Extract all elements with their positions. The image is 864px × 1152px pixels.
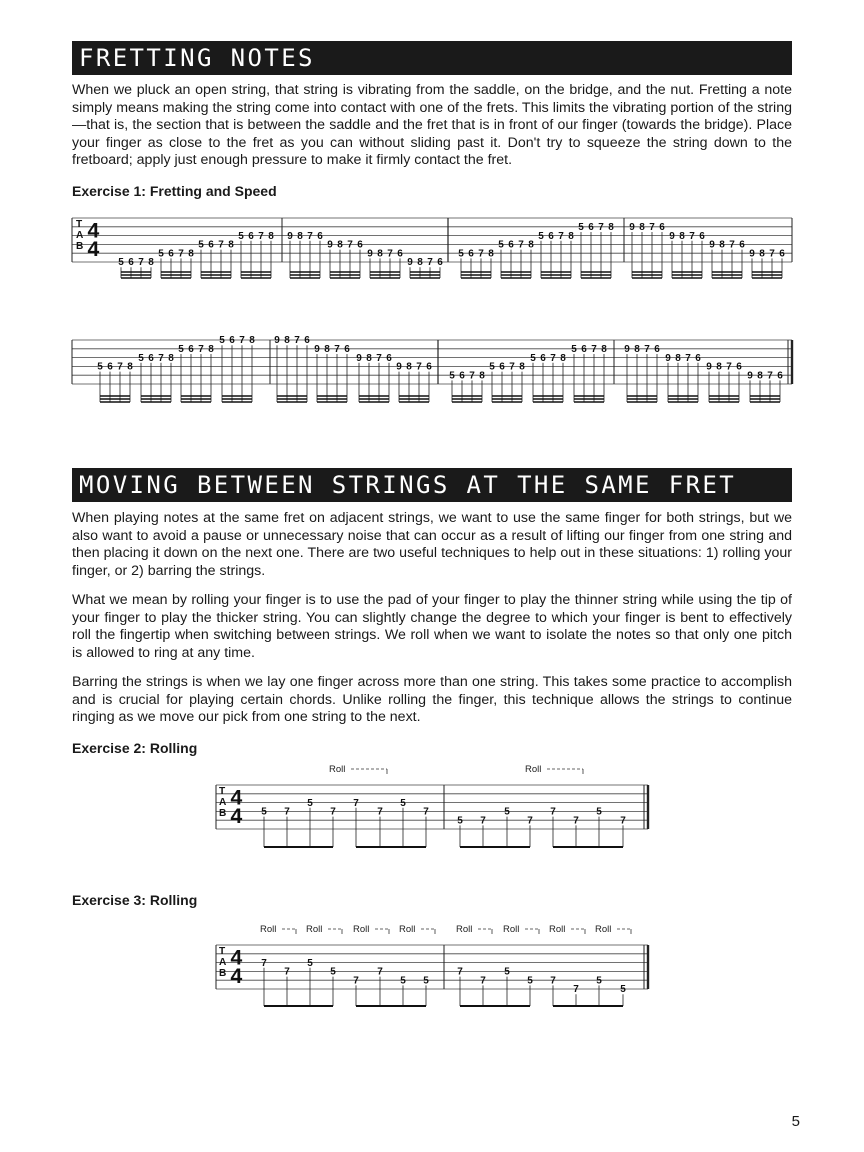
tab-fret-number: 6 xyxy=(659,222,665,233)
tab-fret-number: 6 xyxy=(128,257,134,269)
tab-fret-number: 8 xyxy=(417,257,423,269)
tab-fret-number: 7 xyxy=(478,248,484,260)
tab-fret-number: 5 xyxy=(158,248,164,260)
tab-fret-number: 9 xyxy=(367,248,373,260)
paragraph-rolling: What we mean by rolling your finger is to use the pad of your finger to play the thinner string while using the tip of your finger to play the thicker string. You can slightly change the degree to which your finger is bent to effectively roll the fingertip when switching between strings. We roll when we want to isolate the notes so that only one pitch is allowed to ring at any time. xyxy=(72,592,792,661)
tab-fret-number: 5 xyxy=(620,984,626,996)
tab-fret-number: 8 xyxy=(719,239,725,251)
tab-fret-number: 6 xyxy=(397,248,403,260)
tab-fret-number: 6 xyxy=(357,239,363,251)
tab-clef-letter: B xyxy=(219,968,227,980)
tab-fret-number: 7 xyxy=(353,975,359,987)
tab-fret-number: 6 xyxy=(468,248,474,260)
tab-fret-number: 7 xyxy=(284,966,290,978)
tab-fret-number: 9 xyxy=(706,361,712,373)
tab-fret-number: 8 xyxy=(488,248,494,260)
tab-fret-number: 7 xyxy=(261,957,267,969)
time-signature-top: 4 xyxy=(230,786,243,810)
tab-fret-number: 7 xyxy=(416,361,422,373)
tab-fret-number: 5 xyxy=(307,797,313,809)
tab-fret-number: 8 xyxy=(297,230,303,242)
time-signature-top: 4 xyxy=(230,946,243,970)
tab-fret-number: 7 xyxy=(591,344,597,355)
tab-fret-number: 7 xyxy=(469,370,475,382)
tab-fret-number: 7 xyxy=(550,806,556,818)
paragraph-fretting-notes: When we pluck an open string, that string is vibrating from the saddle, on the bridge, and the nut. Fretting a note simply means making the string come into contact with one of the frets. This limits the vibrating portion of the string—that is, the section that is between the saddle and the fret that is in front of our finger (towards the bridge). Place your finger as close to the fret as you can without sliding past it. Don't try to squeeze the string down to the fretboard; apply just enough pressure to make it firmly contact the fret. xyxy=(72,82,792,169)
tab-fret-number: 8 xyxy=(324,344,330,355)
tab-fret-number: 8 xyxy=(268,230,274,242)
tab-fret-number: 6 xyxy=(540,352,546,364)
tab-fret-number: 5 xyxy=(198,239,204,251)
roll-label: Roll xyxy=(456,924,473,935)
roll-label: Roll xyxy=(329,764,346,775)
paragraph-barring: Barring the strings is when we lay one finger across more than one string. This takes some practice to accomplish and is crucial for playing certain chords. Unlike rolling the finger, this technique allows the strings to continue ringing as we move our pick from one string to the next. xyxy=(72,674,792,726)
tab-clef-letter: B xyxy=(76,241,84,253)
tab-fret-number: 9 xyxy=(749,248,755,260)
tab-fret-number: 7 xyxy=(729,239,735,251)
tab-fret-number: 5 xyxy=(504,806,510,818)
tab-fret-number: 8 xyxy=(519,361,525,373)
tab-fret-number: 7 xyxy=(377,806,383,818)
tab-fret-number: 6 xyxy=(208,239,214,251)
tab-clef-letter: T xyxy=(219,786,226,798)
tab-clef-letter: A xyxy=(76,230,84,242)
tab-clef-letter: A xyxy=(219,957,227,969)
tab-fret-number: 5 xyxy=(578,222,584,233)
tab-fret-number: 5 xyxy=(527,975,533,987)
tab-fret-number: 9 xyxy=(314,344,320,355)
page-number: 5 xyxy=(791,1113,800,1130)
tab-fret-number: 9 xyxy=(356,352,362,364)
tab-fret-number: 8 xyxy=(208,344,214,355)
tab-fret-number: 9 xyxy=(287,230,293,242)
exercise-3-title: Exercise 3: Rolling xyxy=(72,892,198,908)
tab-fret-number: 6 xyxy=(386,352,392,364)
tab-fret-number: 6 xyxy=(654,344,660,355)
section-heading: MOVING BETWEEN STRINGS AT THE SAME FRET xyxy=(79,471,737,499)
tab-fret-number: 5 xyxy=(596,806,602,818)
tab-fret-number: 5 xyxy=(138,352,144,364)
tab-fret-number: 8 xyxy=(568,230,574,242)
tab-fret-number: 6 xyxy=(699,230,705,242)
tab-fret-number: 7 xyxy=(649,222,655,233)
tab-fret-number: 8 xyxy=(377,248,383,260)
tab-fret-number: 5 xyxy=(307,957,313,969)
tab-fret-number: 7 xyxy=(480,815,486,827)
tab-fret-number: 9 xyxy=(396,361,402,373)
section-banner-fretting-notes xyxy=(72,41,792,75)
tab-fret-number: 7 xyxy=(377,966,383,978)
time-signature-bottom: 4 xyxy=(87,237,100,261)
tab-fret-number: 7 xyxy=(427,257,433,269)
tab-fret-number: 8 xyxy=(406,361,412,373)
tab-fret-number: 5 xyxy=(261,806,267,818)
tab-fret-number: 7 xyxy=(527,815,533,827)
tab-fret-number: 8 xyxy=(168,352,174,364)
tab-fret-number: 8 xyxy=(188,248,194,260)
tab-fret-number: 6 xyxy=(229,335,235,347)
roll-label: Roll xyxy=(260,924,277,935)
roll-label: Roll xyxy=(525,764,542,775)
tab-fret-number: 6 xyxy=(499,361,505,373)
roll-label: Roll xyxy=(306,924,323,935)
tab-fret-number: 7 xyxy=(726,361,732,373)
tab-fret-number: 8 xyxy=(757,370,763,382)
tab-fret-number: 5 xyxy=(449,370,455,382)
tab-fret-number: 7 xyxy=(769,248,775,260)
tab-fret-number: 6 xyxy=(317,230,323,242)
tab-clef-letter: T xyxy=(76,219,83,231)
tab-fret-number: 5 xyxy=(538,230,544,242)
roll-label: Roll xyxy=(503,924,520,935)
tab-fret-number: 7 xyxy=(178,248,184,260)
tab-fret-number: 8 xyxy=(337,239,343,251)
tab-fret-number: 8 xyxy=(759,248,765,260)
tab-fret-number: 8 xyxy=(479,370,485,382)
tab-fret-number: 7 xyxy=(767,370,773,382)
tab-fret-number: 7 xyxy=(239,335,245,347)
tab-fret-number: 7 xyxy=(644,344,650,355)
tab-fret-number: 8 xyxy=(284,335,290,347)
tab-fret-number: 6 xyxy=(459,370,465,382)
tab-fret-number: 6 xyxy=(107,361,113,373)
tab-fret-number: 7 xyxy=(550,352,556,364)
roll-label: Roll xyxy=(549,924,566,935)
tab-fret-number: 7 xyxy=(558,230,564,242)
tab-fret-number: 6 xyxy=(188,344,194,355)
tab-fret-number: 9 xyxy=(624,344,630,355)
tab-fret-number: 8 xyxy=(148,257,154,269)
tab-fret-number: 6 xyxy=(779,248,785,260)
tab-fret-number: 6 xyxy=(426,361,432,373)
tab-fret-number: 7 xyxy=(518,239,524,251)
tab-fret-number: 8 xyxy=(675,352,681,364)
tab-fret-number: 5 xyxy=(178,344,184,355)
tab-clef-letter: T xyxy=(219,946,226,958)
tab-fret-number: 9 xyxy=(665,352,671,364)
tab-fret-number: 8 xyxy=(228,239,234,251)
tab-fret-number: 7 xyxy=(353,797,359,809)
tab-fret-number: 9 xyxy=(747,370,753,382)
tab-fret-number: 5 xyxy=(504,966,510,978)
tab-fret-number: 7 xyxy=(689,230,695,242)
tab-fret-number: 7 xyxy=(480,975,486,987)
exercise-1-title: Exercise 1: Fretting and Speed xyxy=(72,183,277,199)
tab-fret-number: 9 xyxy=(327,239,333,251)
tab-fret-number: 5 xyxy=(457,815,463,827)
tab-clef-letter: A xyxy=(219,797,227,809)
tab-fret-number: 8 xyxy=(679,230,685,242)
tab-fret-number: 7 xyxy=(387,248,393,260)
tab-fret-number: 5 xyxy=(571,344,577,355)
tab-fret-number: 7 xyxy=(158,352,164,364)
tab-fret-number: 5 xyxy=(97,361,103,373)
tab-fret-number: 6 xyxy=(588,222,594,233)
tab-fret-number: 7 xyxy=(294,335,300,347)
tab-fret-number: 7 xyxy=(457,966,463,978)
tab-fret-number: 7 xyxy=(573,815,579,827)
tab-fret-number: 5 xyxy=(596,975,602,987)
tab-fret-number: 7 xyxy=(117,361,123,373)
tab-fret-number: 6 xyxy=(168,248,174,260)
exercise-2-title: Exercise 2: Rolling xyxy=(72,740,198,756)
tab-fret-number: 6 xyxy=(304,335,310,347)
tab-fret-number: 8 xyxy=(639,222,645,233)
tab-fret-number: 5 xyxy=(498,239,504,251)
tab-fret-number: 7 xyxy=(330,806,336,818)
tab-fret-number: 8 xyxy=(127,361,133,373)
tab-fret-number: 7 xyxy=(423,806,429,818)
section-heading: FRETTING NOTES xyxy=(79,44,315,72)
tab-fret-number: 7 xyxy=(198,344,204,355)
section-banner-moving-between-strings xyxy=(72,468,792,502)
tab-fret-number: 6 xyxy=(508,239,514,251)
tab-fret-number: 7 xyxy=(307,230,313,242)
tab-fret-number: 6 xyxy=(548,230,554,242)
tab-fret-number: 7 xyxy=(573,984,579,996)
tab-fret-number: 7 xyxy=(218,239,224,251)
time-signature-bottom: 4 xyxy=(230,964,243,988)
tab-fret-number: 9 xyxy=(669,230,675,242)
tab-fret-number: 7 xyxy=(509,361,515,373)
tab-fret-number: 7 xyxy=(334,344,340,355)
tab-fret-number: 8 xyxy=(249,335,255,347)
tab-fret-number: 7 xyxy=(550,975,556,987)
tab-fret-number: 6 xyxy=(777,370,783,382)
tab-fret-number: 7 xyxy=(598,222,604,233)
tab-fret-number: 7 xyxy=(685,352,691,364)
tab-fret-number: 7 xyxy=(347,239,353,251)
time-signature-bottom: 4 xyxy=(230,804,243,828)
tab-fret-number: 8 xyxy=(634,344,640,355)
tab-fret-number: 8 xyxy=(528,239,534,251)
tab-fret-number: 5 xyxy=(330,966,336,978)
tab-fret-number: 7 xyxy=(376,352,382,364)
tab-fret-number: 6 xyxy=(248,230,254,242)
tab-fret-number: 5 xyxy=(458,248,464,260)
paragraph-strings-intro: When playing notes at the same fret on adjacent strings, we want to use the same finger for both strings, but we also want to avoid a pause or unnecessary noise that can occur as a result of lifting our finger from one string and then placing it down on the next one. There are two useful techniques to help out in these situations: 1) rolling your finger, or 2) barring the strings. xyxy=(72,510,792,579)
tab-fret-number: 8 xyxy=(716,361,722,373)
tab-fret-number: 5 xyxy=(400,975,406,987)
tab-fret-number: 6 xyxy=(344,344,350,355)
tab-fret-number: 9 xyxy=(709,239,715,251)
tab-fret-number: 8 xyxy=(608,222,614,233)
tab-fret-number: 7 xyxy=(138,257,144,269)
tab-fret-number: 5 xyxy=(423,975,429,987)
roll-label: Roll xyxy=(353,924,370,935)
tab-fret-number: 6 xyxy=(695,352,701,364)
tab-fret-number: 5 xyxy=(219,335,225,347)
tab-fret-number: 8 xyxy=(601,344,607,355)
roll-label: Roll xyxy=(399,924,416,935)
roll-label: Roll xyxy=(595,924,612,935)
tab-fret-number: 6 xyxy=(736,361,742,373)
tab-fret-number: 6 xyxy=(581,344,587,355)
tab-fret-number: 9 xyxy=(629,222,635,233)
tab-fret-number: 9 xyxy=(274,335,280,347)
tab-fret-number: 9 xyxy=(407,257,413,269)
tab-fret-number: 7 xyxy=(620,815,626,827)
tab-fret-number: 8 xyxy=(560,352,566,364)
tab-fret-number: 5 xyxy=(530,352,536,364)
tab-fret-number: 5 xyxy=(238,230,244,242)
tab-fret-number: 6 xyxy=(437,257,443,269)
tab-fret-number: 6 xyxy=(148,352,154,364)
tab-fret-number: 5 xyxy=(400,797,406,809)
tab-fret-number: 5 xyxy=(489,361,495,373)
time-signature-top: 4 xyxy=(87,219,100,243)
tab-fret-number: 5 xyxy=(118,257,124,269)
tab-fret-number: 7 xyxy=(284,806,290,818)
tab-fret-number: 7 xyxy=(258,230,264,242)
tab-fret-number: 8 xyxy=(366,352,372,364)
tab-clef-letter: B xyxy=(219,808,227,820)
tab-fret-number: 6 xyxy=(739,239,745,251)
